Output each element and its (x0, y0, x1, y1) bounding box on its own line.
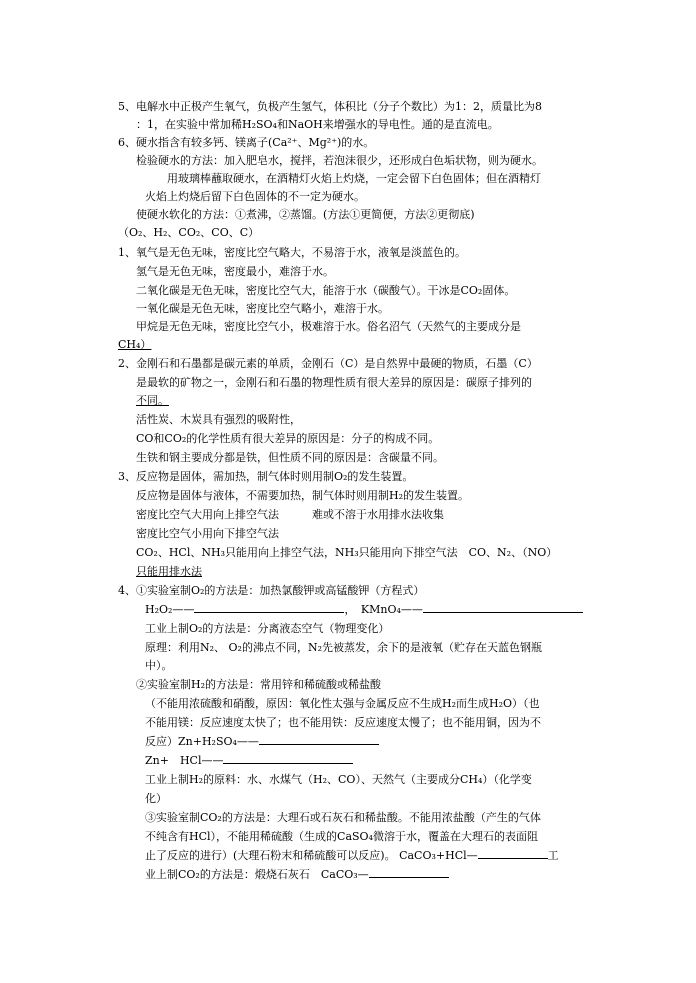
text-line: 4、①实验室制O₂的方法是：加热氯酸钾或高锰酸钾（方程式） (118, 584, 425, 597)
equation-text: 反应）Zn+H₂SO₄—— (145, 735, 259, 748)
text-line: 不纯含有HCl），不能用稀硫酸（生成的CaSO₄微溶于水，覆盖在大理石的表面阻 (145, 830, 538, 843)
text-line: ：1，在实验中常加稀H₂SO₄和NaOH来增强水的导电性。通的是直流电。 (136, 118, 499, 131)
text-line: 火焰上灼烧后留下白色固体的不一定为硬水。 (145, 190, 365, 203)
text-line: 反应物是固体与液体，不需要加热，制气体时则用制H₂的发生装置。 (136, 489, 470, 502)
text-line: CO₂、HCl、NH₃只能用向上排空气法，NH₃只能用向下排空气法 CO、N₂、（NO） (136, 546, 558, 559)
text-line: 活性炭、木炭具有强烈的吸附性， (136, 413, 301, 426)
equation-text: 业上制CO₂的方法是：煅烧石灰石 CaCO₃— (145, 868, 369, 881)
text-line: CO和CO₂的化学性质有很大差异的原因是：分子的构成不同。 (136, 432, 440, 445)
answer-blank (423, 601, 583, 613)
section-heading: （O₂、H₂、CO₂、CO、C） (118, 226, 260, 239)
text-line: 一氧化碳是无色无味，密度比空气略小，难溶于水。 (136, 302, 389, 315)
text-line: 5、电解水中正极产生氧气，负极产生氢气，体积比（分子个数比）为1：2，质量比为8 (118, 100, 542, 113)
text-line: 密度比空气大用向上排空气法 难或不溶于水用排水法收集 (136, 508, 444, 521)
text-line: 工业上制O₂的方法是：分离液态空气（物理变化） (145, 622, 390, 635)
equation-line (145, 733, 615, 751)
answer-blank (194, 601, 344, 613)
text-line: ③实验室制CO₂的方法是：大理石或石灰石和稀盐酸。不能用浓盐酸（产生的气体 (145, 811, 541, 824)
equation-text: Zn+ HCl—— (145, 754, 224, 767)
text-line: 1、氧气是无色无味，密度比空气略大，不易溶于水，液氧是淡蓝色的。 (118, 246, 466, 259)
answer-blank (223, 752, 353, 764)
text-line: 原理：利用N₂、 O₂的沸点不同，N₂先被蒸发，余下的是液氧（贮存在天蓝色钢瓶 (145, 641, 542, 654)
text-line: 不同。 (136, 394, 169, 407)
text-line: 生铁和钢主要成分都是铁，但性质不同的原因是：含碳量不同。 (136, 451, 444, 464)
text-line: 用玻璃棒蘸取硬水，在酒精灯火焰上灼烧，一定会留下白色固体；但在酒精灯 (167, 172, 541, 185)
text-line: 使硬水软化的方法：①煮沸，②蒸馏。(方法①更简便，方法②更彻底) (136, 208, 475, 221)
text-line: 6、硬水指含有较多钙、镁离子(Ca²⁺、Mg²⁺)的水。 (118, 136, 375, 149)
answer-blank (369, 866, 449, 878)
text-line: 只能用排水法 (136, 565, 202, 578)
equation-text: 工 (547, 849, 559, 862)
text-line: 中）。 (145, 659, 173, 672)
equation-text: ， KMnO₄—— (344, 603, 423, 616)
equation-text: 止了反应的进行）(大理石粉末和稀硫酸可以反应)。 CaCO₃+HCl— (145, 849, 478, 862)
equation-line (145, 847, 585, 865)
text-line: 检验硬水的方法：加入肥皂水，搅拌，若泡沫很少，还形成白色垢状物，则为硬水。 (136, 154, 543, 167)
equation-text: H₂O₂—— (145, 603, 195, 616)
text-line: 2、金刚石和石墨都是碳元素的单质，金刚石（C）是自然界中最硬的物质，石墨（C） (118, 357, 538, 370)
equation-line (145, 866, 615, 884)
text-line: 是最软的矿物之一，金刚石和石墨的物理性质有很大差异的原因是：碳原子排列的 (136, 376, 532, 389)
text-line: ②实验室制H₂的方法是：常用锌和稀硫酸或稀盐酸 (136, 678, 382, 691)
text-line: CH₄） (118, 338, 152, 351)
text-line: 工业上制H₂的原料：水、水煤气（H₂、CO）、天然气（主要成分CH₄）（化学变 (145, 773, 532, 786)
text-line: 氢气是无色无味，密度最小，难溶于水。 (136, 265, 334, 278)
answer-blank (478, 847, 548, 859)
text-line: （不能用浓硫酸和硝酸，原因：氧化性太强与金属反应不生成H₂而生成H₂O）（也 (145, 697, 540, 710)
equation-line (145, 752, 615, 770)
text-line: 二氧化碳是无色无味，密度比空气大，能溶于水（碳酸气）。干冰是CO₂固体。 (136, 284, 516, 297)
text-line: 不能用镁：反应速度太快了；也不能用铁：反应速度太慢了；也不能用铜，因为不 (145, 716, 541, 729)
equation-line (145, 601, 585, 619)
answer-blank (259, 733, 379, 745)
text-line: 化） (145, 792, 167, 805)
text-line: 甲烷是无色无味，密度比空气小，极难溶于水。俗名沼气（天然气的主要成分是 (136, 320, 521, 333)
text-line: 密度比空气小用向下排空气法 (136, 527, 279, 540)
text-line: 3、反应物是固体，需加热，制气体时则用制O₂的发生装置。 (118, 470, 414, 483)
